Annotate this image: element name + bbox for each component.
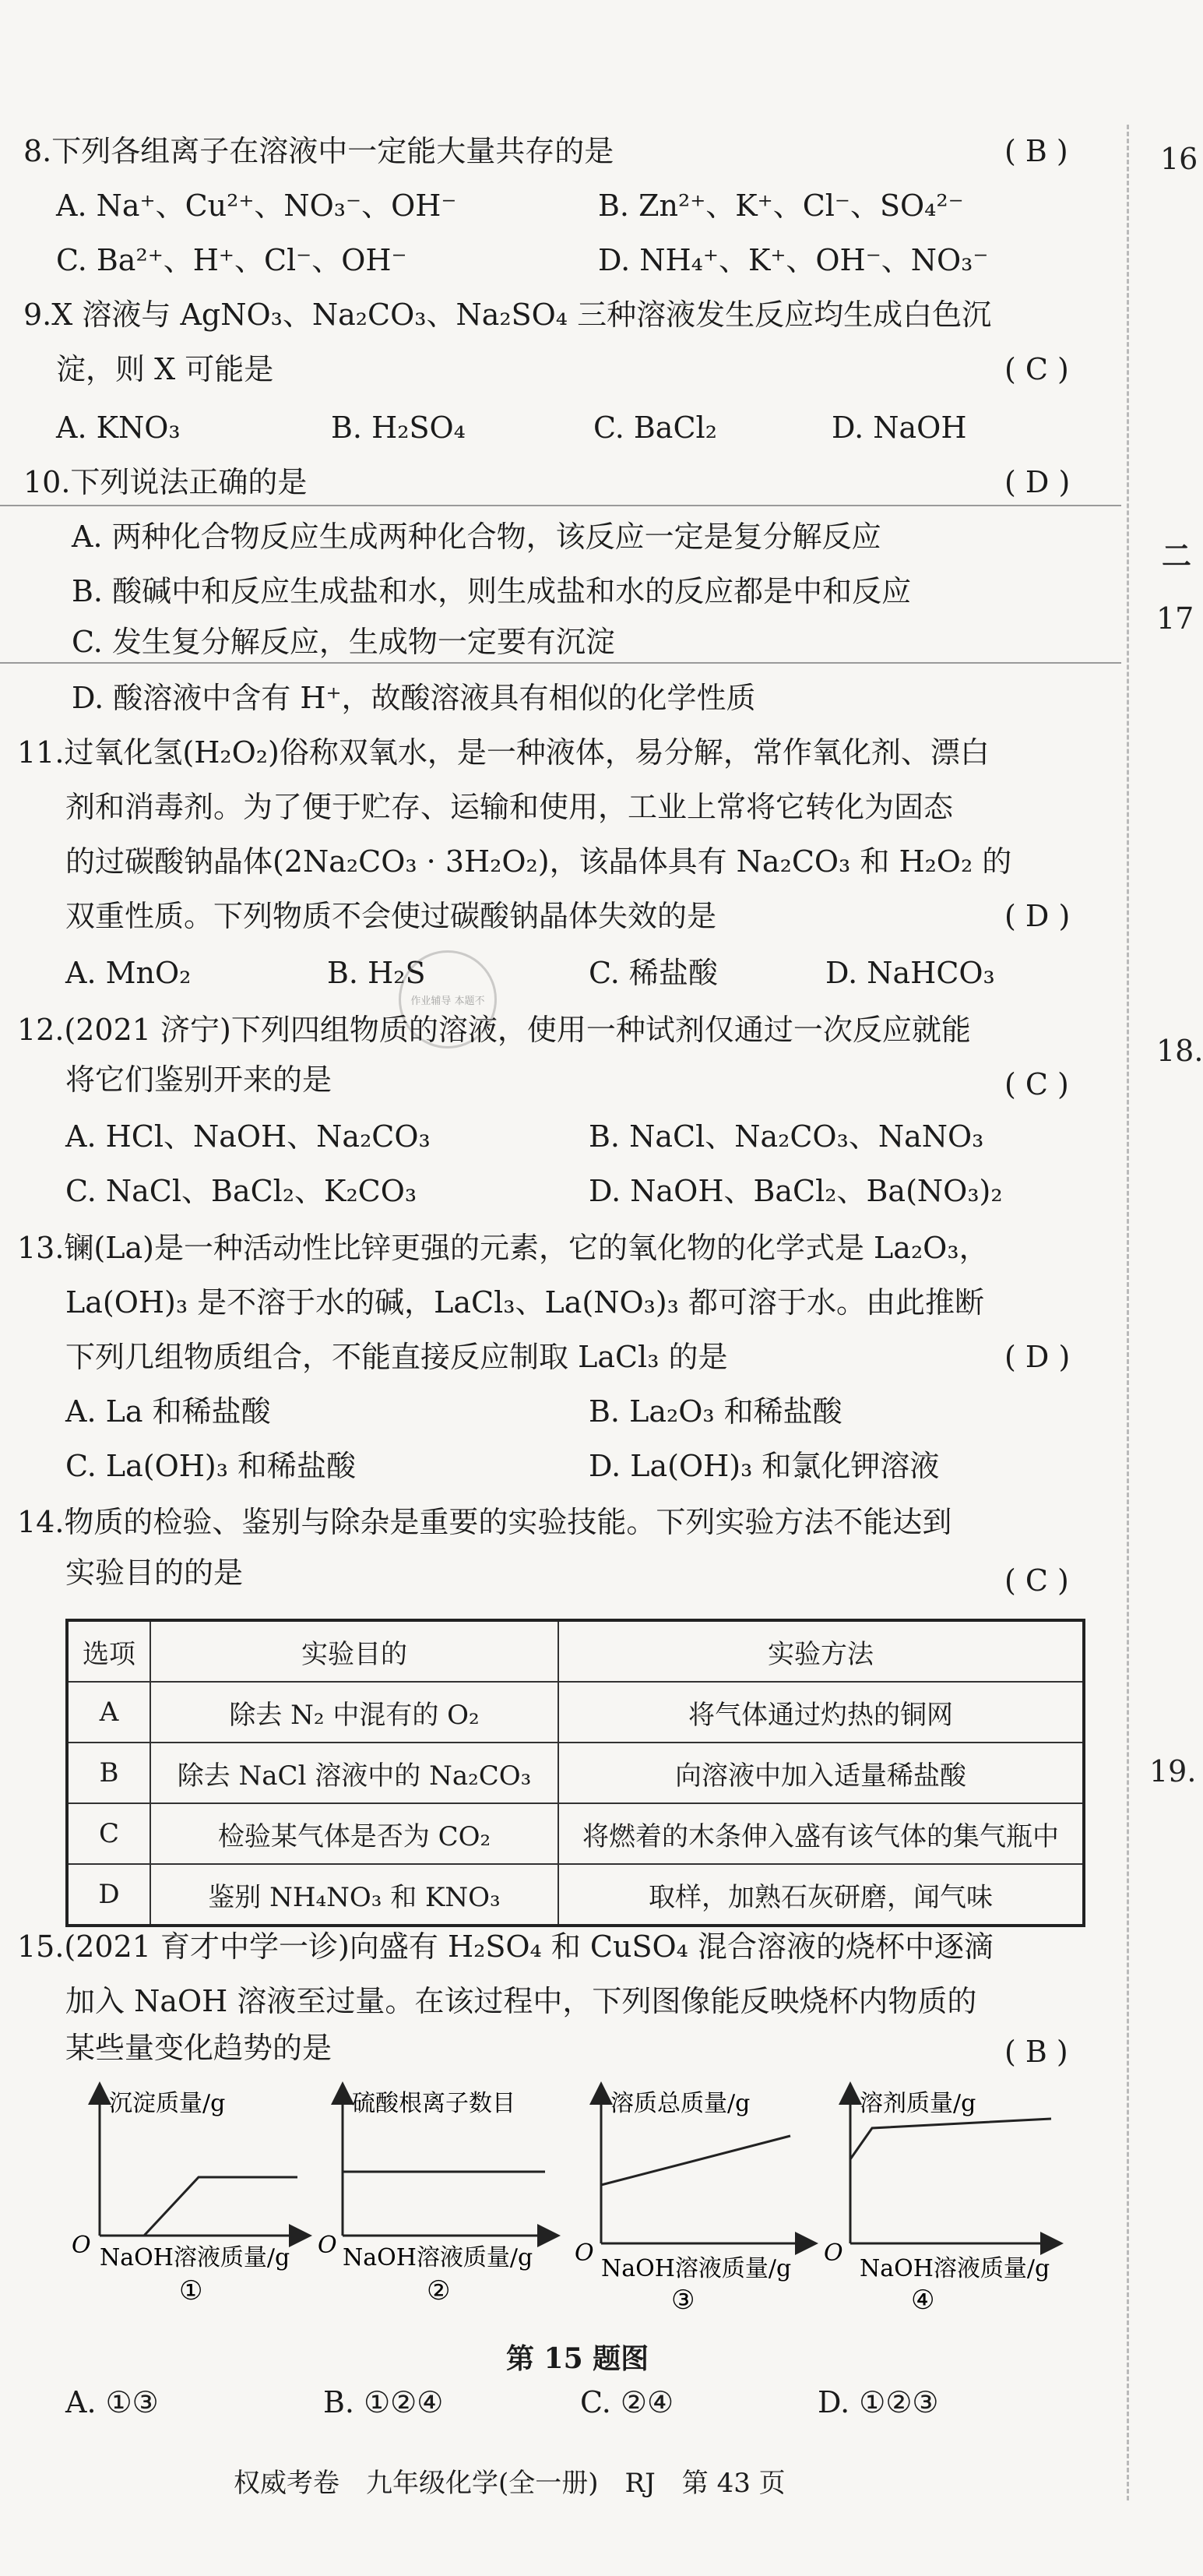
- q15-answer: ( B ): [1004, 2035, 1068, 2069]
- q15-stem-line1: 15.(2021 育才中学一诊)向盛有 H₂SO₄ 和 CuSO₄ 混合溶液的烧杯中逐滴: [17, 1929, 994, 1964]
- graph-2-number: ②: [427, 2275, 451, 2306]
- q12-option-b: B. NaCl、Na₂CO₃、NaNO₃: [589, 1119, 984, 1154]
- q9-option-b: B. H₂SO₄: [331, 411, 466, 445]
- q9-option-c: C. BaCl₂: [593, 411, 717, 445]
- table-cell: 鉴别 NH₄NO₃ 和 KNO₃: [150, 1864, 558, 1926]
- q12-stem-line2: 将它们鉴别开来的是: [65, 1062, 332, 1097]
- q15-option-d: D. ①②③: [818, 2385, 939, 2419]
- graph-2-ylabel: 硫酸根离子数目: [352, 2090, 515, 2117]
- q9-stem-line1: 9.X 溶液与 AgNO₃、Na₂CO₃、Na₂SO₄ 三种溶液发生反应均生成白色沉: [23, 298, 992, 332]
- q12-option-c: C. NaCl、BaCl₂、K₂CO₃: [65, 1174, 417, 1208]
- graph-3-curve: [601, 2136, 790, 2185]
- table-cell: A: [67, 1682, 150, 1743]
- q11-stem-line1: 11.过氧化氢(H₂O₂)俗称双氧水，是一种液体，易分解，常作氧化剂、漂白: [17, 735, 990, 770]
- experiment-table: [65, 1619, 1085, 1927]
- table-cell: 检验某气体是否为 CO₂: [150, 1803, 558, 1864]
- graph-4-ylabel: 溶剂质量/g: [860, 2090, 976, 2117]
- graph-4-xlabel: NaOH溶液质量/g: [860, 2255, 1050, 2282]
- page-footer: 权威考卷 九年级化学(全一册) RJ 第 43 页: [234, 2468, 786, 2499]
- q13-answer: ( D ): [1004, 1340, 1071, 1374]
- graph-1-curve: [100, 2177, 297, 2236]
- table-cell: 除去 N₂ 中混有的 O₂: [150, 1682, 558, 1743]
- q13-stem-line3: 下列几组物质组合，不能直接反应制取 LaCl₃ 的是: [65, 1340, 728, 1374]
- margin-number-17: 17: [1156, 601, 1194, 636]
- graph-3-number: ③: [671, 2285, 695, 2316]
- graph-1-xlabel: NaOH溶液质量/g: [100, 2244, 290, 2271]
- q13-option-d: D. La(OH)₃ 和氯化钾溶液: [589, 1449, 940, 1483]
- q10-answer: ( D ): [1004, 465, 1071, 499]
- q8-option-b: B. Zn²⁺、K⁺、Cl⁻、SO₄²⁻: [598, 189, 964, 223]
- q10-stem: 10.下列说法正确的是: [23, 465, 308, 499]
- table-header-cell: 实验方法: [558, 1620, 1084, 1682]
- graph-3-ylabel: 溶质总质量/g: [610, 2090, 751, 2117]
- table-row: [67, 1743, 1084, 1803]
- q11-option-d: D. NaHCO₃: [825, 956, 995, 990]
- margin-number-19: 19.: [1149, 1754, 1197, 1788]
- q12-option-a: A. HCl、NaOH、Na₂CO₃: [65, 1119, 431, 1154]
- graph-1-origin: O: [72, 2232, 91, 2259]
- margin-number-16: 16: [1160, 142, 1198, 176]
- table-cell: 取样，加熟石灰研磨，闻气味: [558, 1864, 1084, 1926]
- table-header-cell: 选项: [67, 1620, 150, 1682]
- q8-stem: 8.下列各组离子在溶液中一定能大量共存的是: [23, 134, 614, 168]
- q15-stem-line3: 某些量变化趋势的是: [65, 2031, 332, 2065]
- graph-1: [72, 2086, 308, 2306]
- q8-option-d: D. NH₄⁺、K⁺、OH⁻、NO₃⁻: [598, 243, 989, 277]
- graph-3-origin: O: [575, 2239, 594, 2267]
- q13-option-b: B. La₂O₃ 和稀盐酸: [589, 1394, 842, 1429]
- figure-caption: 第 15 题图: [506, 2342, 649, 2375]
- graph-2-origin: O: [318, 2232, 337, 2259]
- q11-option-c: C. 稀盐酸: [589, 956, 718, 990]
- q14-stem-line2: 实验目的的是: [65, 1556, 244, 1590]
- graph-2-xlabel: NaOH溶液质量/g: [343, 2244, 533, 2271]
- table-header-row: [67, 1620, 1084, 1682]
- q11-stem-line4: 双重性质。下列物质不会使过碳酸钠晶体失效的是: [65, 899, 717, 933]
- q10-option-d: D. 酸溶液中含有 H⁺，故酸溶液具有相似的化学性质: [72, 681, 756, 715]
- table-row: [67, 1803, 1084, 1864]
- q10-option-c: C. 发生复分解反应，生成物一定要有沉淀: [72, 625, 615, 659]
- graph-4: [824, 2086, 1059, 2316]
- q9-option-d: D. NaOH: [832, 411, 967, 445]
- q15-option-b: B. ①②④: [323, 2385, 444, 2419]
- graph-2: [318, 2086, 556, 2306]
- q12-option-d: D. NaOH、BaCl₂、Ba(NO₃)₂: [589, 1174, 1003, 1208]
- margin-number-18: 18.: [1156, 1034, 1203, 1068]
- q15-stem-line2: 加入 NaOH 溶液至过量。在该过程中，下列图像能反映烧杯内物质的: [65, 1984, 977, 2018]
- q8-option-c: C. Ba²⁺、H⁺、Cl⁻、OH⁻: [56, 243, 407, 277]
- q11-answer: ( D ): [1004, 899, 1071, 933]
- table-row: [67, 1682, 1084, 1743]
- q8-option-a: A. Na⁺、Cu²⁺、NO₃⁻、OH⁻: [56, 189, 457, 223]
- q12-answer: ( C ): [1004, 1067, 1069, 1101]
- q15-option-a: A. ①③: [65, 2385, 159, 2419]
- table-cell: D: [67, 1864, 150, 1926]
- q15-option-c: C. ②④: [580, 2385, 674, 2419]
- table-cell: 向溶液中加入适量稀盐酸: [558, 1743, 1084, 1803]
- q12-stem-line1: 12.(2021 济宁)下列四组物质的溶液，使用一种试剂仅通过一次反应就能: [17, 1013, 971, 1047]
- q14-answer: ( C ): [1004, 1563, 1069, 1598]
- graph-4-curve: [850, 2119, 1051, 2159]
- q9-option-a: A. KNO₃: [56, 411, 181, 445]
- q13-stem-line2: La(OH)₃ 是不溶于水的碱，LaCl₃、La(NO₃)₃ 都可溶于水。由此推断: [65, 1285, 984, 1320]
- graph-4-origin: O: [824, 2239, 843, 2267]
- graph-4-number: ④: [911, 2285, 935, 2316]
- q11-stem-line3: 的过碳酸钠晶体(2Na₂CO₃ · 3H₂O₂)，该晶体具有 Na₂CO₃ 和 H₂O₂ 的: [65, 844, 1012, 879]
- table-row: [67, 1864, 1084, 1926]
- graph-1-number: ①: [179, 2275, 203, 2306]
- table-cell: B: [67, 1743, 150, 1803]
- q14-stem-line1: 14.物质的检验、鉴别与除杂是重要的实验技能。下列实验方法不能达到: [17, 1505, 952, 1539]
- fold-line: [0, 662, 1121, 664]
- table-cell: 将气体通过灼热的铜网: [558, 1682, 1084, 1743]
- q11-option-a: A. MnO₂: [65, 956, 192, 990]
- graph-3: [575, 2086, 814, 2316]
- graph-1-ylabel: 沉淀质量/g: [109, 2090, 226, 2117]
- table-cell: C: [67, 1803, 150, 1864]
- q13-stem-line1: 13.镧(La)是一种活动性比锌更强的元素，它的氧化物的化学式是 La₂O₃，: [17, 1231, 989, 1265]
- q11-option-b: B. H₂S: [327, 956, 426, 990]
- fold-line: [0, 505, 1121, 506]
- q13-option-c: C. La(OH)₃ 和稀盐酸: [65, 1449, 357, 1483]
- table-header-cell: 实验目的: [150, 1620, 558, 1682]
- q8-answer: ( B ): [1004, 134, 1068, 168]
- q9-answer: ( C ): [1004, 352, 1069, 386]
- margin-section-mark: 二: [1162, 538, 1192, 573]
- q11-stem-line2: 剂和消毒剂。为了便于贮存、运输和使用，工业上常将它转化为固态: [65, 790, 954, 824]
- q9-stem-line2: 淀，则 X 可能是: [56, 352, 274, 386]
- q13-option-a: A. La 和稀盐酸: [65, 1394, 271, 1429]
- table-cell: 除去 NaCl 溶液中的 Na₂CO₃: [150, 1743, 558, 1803]
- watermark-stamp: 作业辅导 本题不: [399, 950, 497, 1048]
- table-cell: 将燃着的木条伸入盛有该气体的集气瓶中: [558, 1803, 1084, 1864]
- q10-option-a: A. 两种化合物反应生成两种化合物，该反应一定是复分解反应: [72, 520, 881, 554]
- q15-graphs: [0, 2080, 1191, 2360]
- graph-3-xlabel: NaOH溶液质量/g: [601, 2255, 792, 2282]
- q10-option-b: B. 酸碱中和反应生成盐和水，则生成盐和水的反应都是中和反应: [72, 574, 912, 608]
